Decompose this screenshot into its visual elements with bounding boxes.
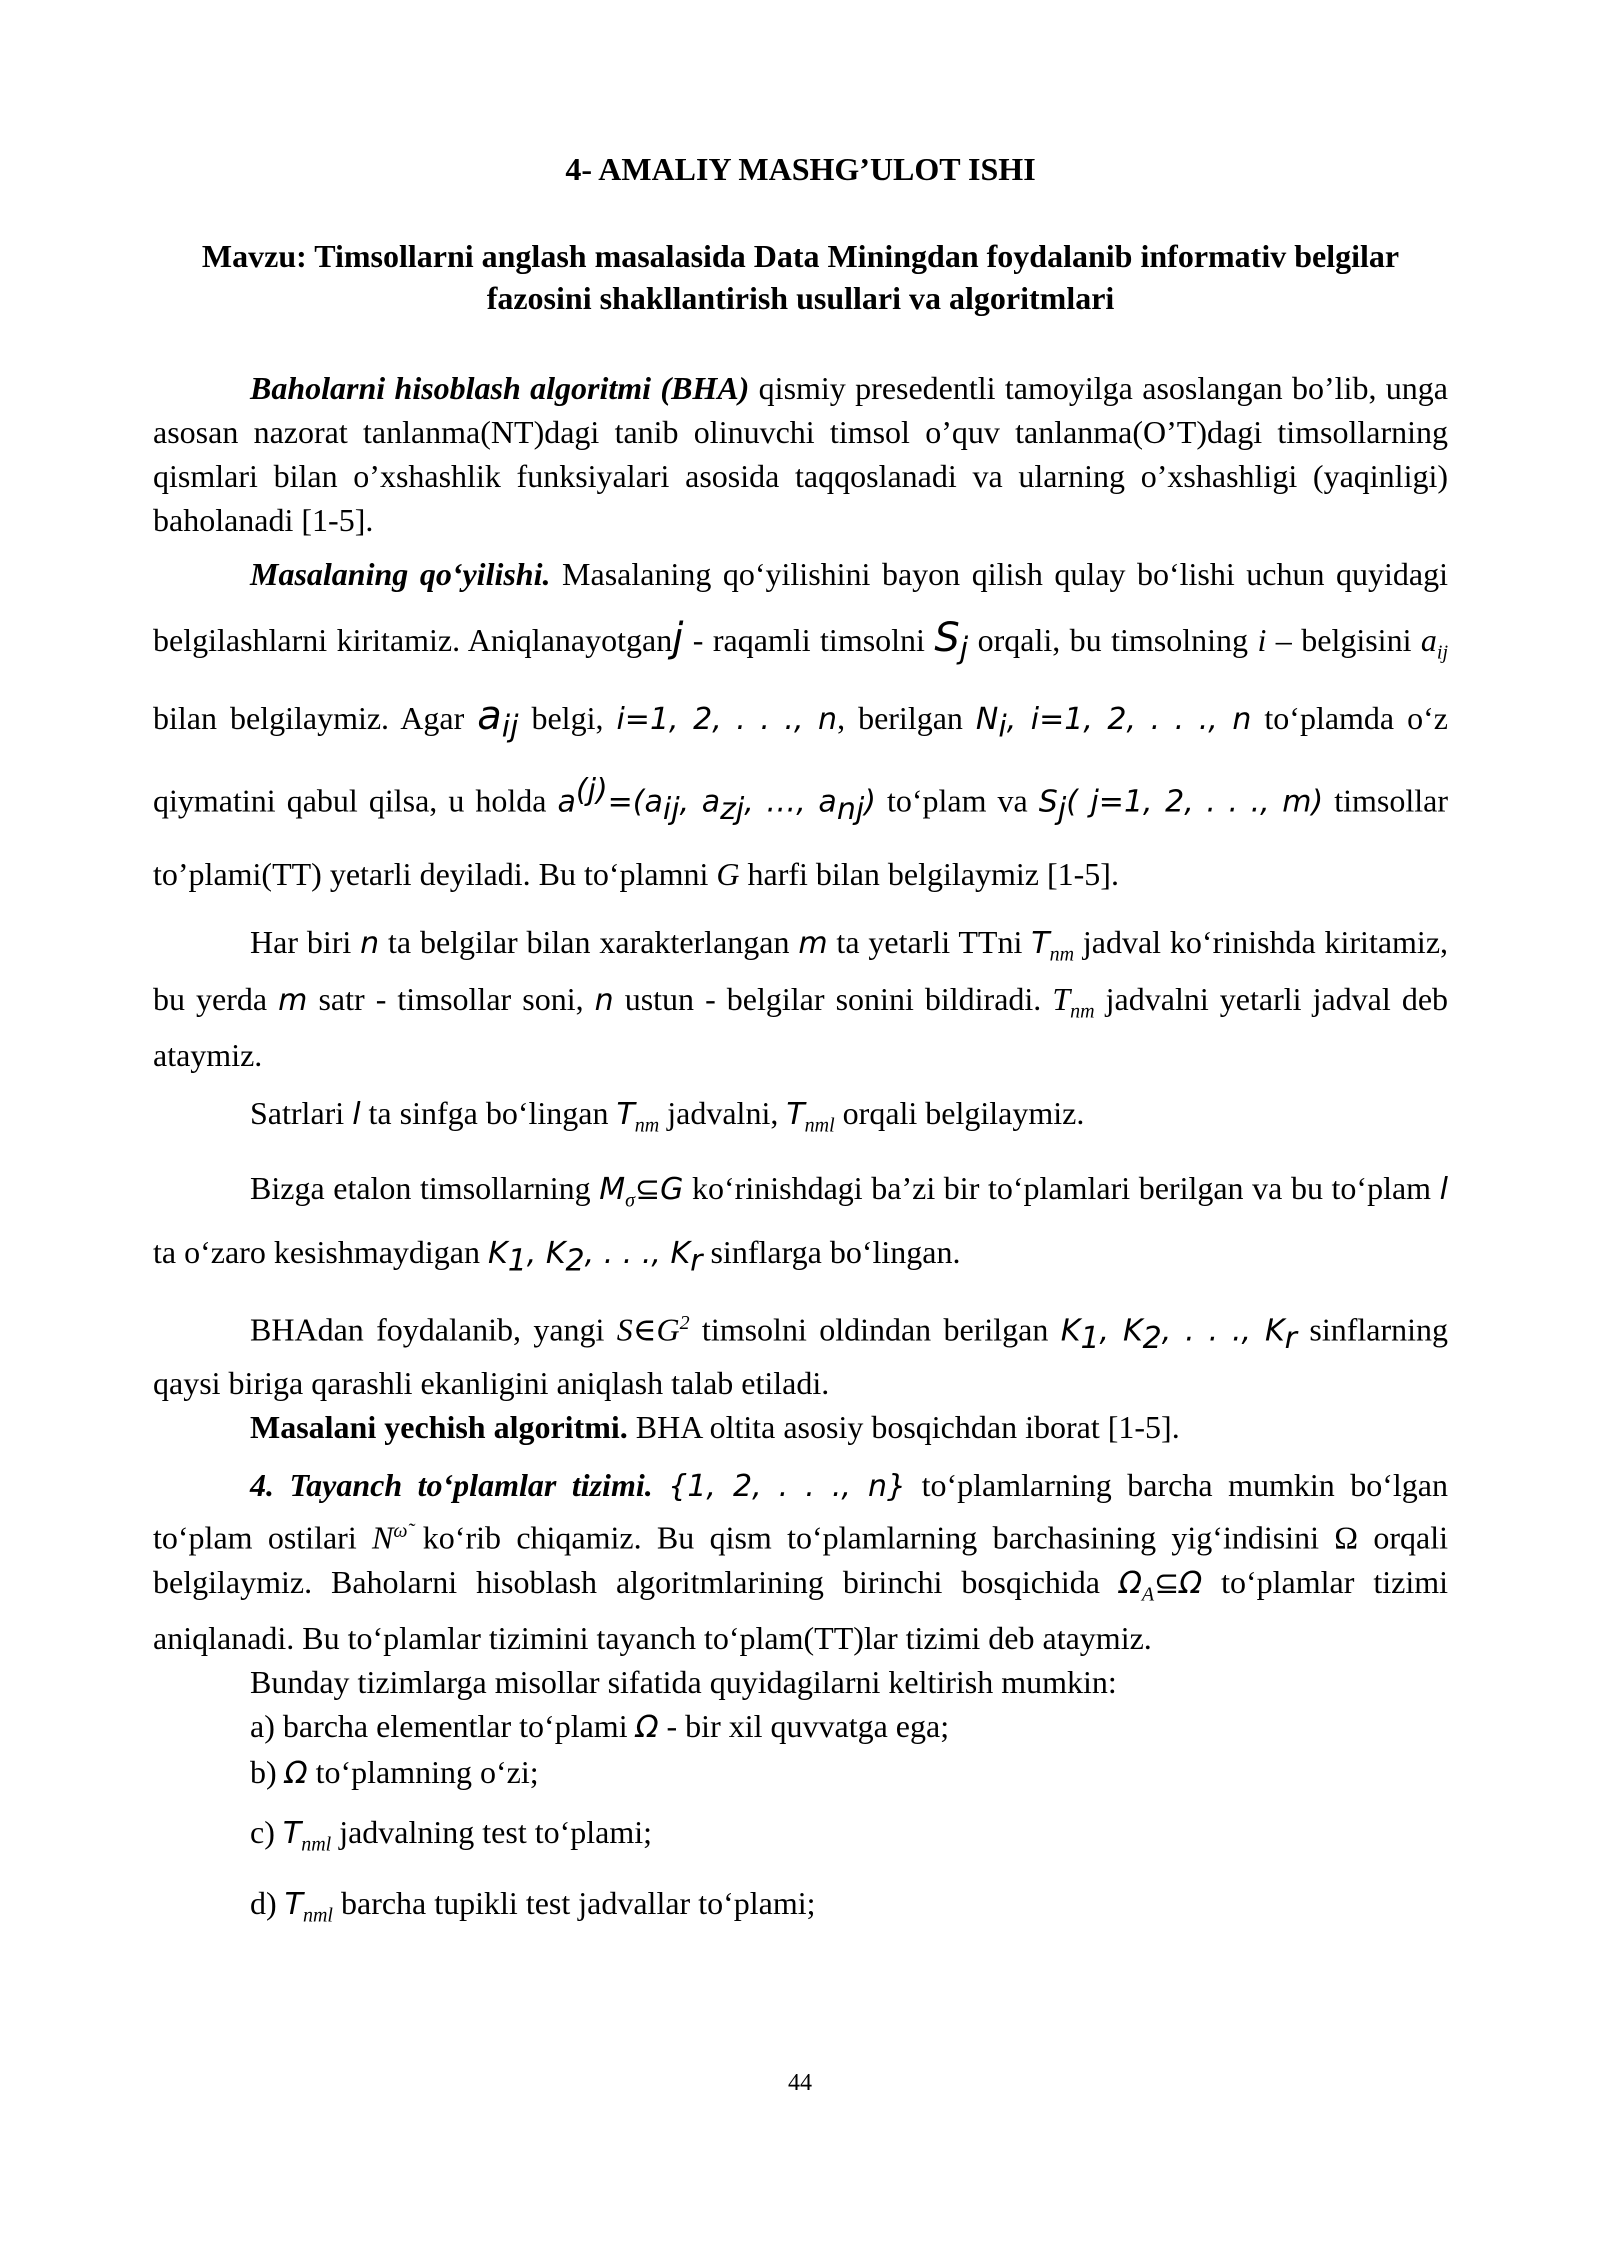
math-a-big: a (477, 692, 502, 739)
text-run: orqali belgilaymiz. Baholarni hisoblash algoritmlarining birinchi bosqichida (153, 1520, 1449, 1601)
math-K: K (488, 1235, 508, 1271)
list-item-c (153, 1810, 1448, 1866)
math-sub: 2 (565, 1243, 585, 1279)
math-j-range: ( j=1, 2, . . ., m) (1066, 785, 1324, 821)
text-run: ko‘rinishdagi ba’zi bir to‘plamlari berilgan va bu to‘plam (683, 1169, 1440, 1206)
text-run: orqali belgilaymiz. (834, 1095, 1085, 1132)
math-run: ⊆Ω (1154, 1566, 1203, 1602)
text-run: sinflarga bo‘lingan. (702, 1233, 961, 1270)
text-run: to‘plamda o‘z qiymatini qabul qilsa, u holda (153, 699, 1448, 820)
math-G: G (716, 856, 740, 893)
text-run: Har biri (250, 924, 361, 961)
text-run: orqali, bu timsolning (968, 621, 1258, 658)
math-K: , . . ., K (1161, 1314, 1285, 1350)
math-sub: zj (720, 792, 745, 828)
math-sub: 2 (1142, 1321, 1162, 1357)
math-a-vector-sup: (j) (575, 773, 608, 809)
text-run: , berilgan (837, 699, 976, 736)
bha-term: Baholarni hisoblash algoritmi (BHA) (250, 369, 750, 406)
math-sup: ω̃ (393, 1520, 408, 1543)
text-run: to‘plamning o‘zi; (307, 1754, 539, 1791)
math-N-sub: i (998, 709, 1007, 745)
math-a-sub: ij (1436, 640, 1449, 663)
list-item-b (153, 1750, 1448, 1796)
text-run: a) barcha elementlar to‘plami (250, 1708, 636, 1745)
text-run: b) (250, 1754, 285, 1791)
math-sup: 2 (679, 1312, 690, 1335)
math-n: n (594, 982, 614, 1018)
text-run: jadval ko‘rinishda kiritamiz, bu yerda (153, 924, 1449, 1017)
text-run: sinflarning qaysi biriga qarashli ekanligini aniqlash talab etiladi. (153, 1312, 1449, 1402)
math-K: K (1060, 1314, 1081, 1350)
list-item-d (153, 1881, 1448, 1937)
math-T: T (616, 1097, 635, 1133)
math-sub: nj (836, 792, 865, 828)
math-n: n (360, 926, 380, 962)
math-omega: Ω (635, 1710, 659, 1746)
text-run: – belgisini (1266, 621, 1421, 658)
text-run: - bir xil quvvatga ega; (658, 1708, 950, 1745)
math-l: l (352, 1097, 361, 1133)
math-K: , K (1099, 1314, 1143, 1350)
text-run: BHAdan foydalanib, yangi (250, 1312, 617, 1349)
paragraph-table-intro (153, 920, 1448, 1077)
text-run: to‘plam va (875, 783, 1039, 820)
text-run: BHA oltita asosiy bosqichdan iborat [1-5]. (627, 1409, 1180, 1446)
math-T: T (786, 1097, 805, 1133)
math-K: , K (526, 1235, 566, 1271)
algorithm-lead: Masalani yechish algoritmi. (250, 1409, 628, 1446)
math-T: T (1052, 980, 1071, 1017)
math-sub: A (1141, 1583, 1155, 1606)
text-run: d) (250, 1884, 285, 1921)
math-a: a (1420, 621, 1437, 658)
math-sub: nml (804, 1114, 835, 1137)
math-a-vector-rhs: =(a (607, 785, 663, 821)
paragraph-bha-definition (153, 366, 1448, 542)
math-run: , …, a (744, 785, 837, 821)
text-run: satr - timsollar soni, (307, 980, 595, 1017)
math-sub: nml (301, 1833, 332, 1856)
paragraph-classes (153, 1091, 1448, 1147)
math-omega-A: Ω (1118, 1566, 1142, 1602)
math-sub: 1 (1080, 1321, 1100, 1357)
math-sub: nm (634, 1114, 660, 1137)
text-run: Masalaning qo‘yilishini bayon qilish qulay bo‘lishi uchun quyidagi belgilashlarni kiritamiz. Aniqlanayotgan (153, 555, 1449, 658)
paragraph-support-sets (153, 1463, 1448, 1660)
topic-heading: Mavzu: Timsollarni anglash masalasida Data Miningdan foydalanib informativ belgilar fazosini shakllantirish usullari va algoritmlari (201, 238, 1400, 316)
math-set: {1, 2, . . ., n} (668, 1469, 907, 1505)
paragraph-algorithm (153, 1405, 1448, 1449)
text-run: belgi, (518, 699, 617, 736)
text-run: timsolni oldindan berilgan (689, 1312, 1061, 1349)
paragraph-examples-intro: Bunday tizimlarga misollar sifatida quyidagilarni keltirish mumkin: (250, 1664, 1117, 1701)
text-run: ta o‘zaro kesishmaydigan (153, 1233, 488, 1270)
text-run: to‘plamlarning barcha mumkin bo‘lgan to‘plam ostilari (153, 1467, 1449, 1557)
math-S-sub: j (959, 630, 969, 666)
math-sub: nml (302, 1904, 333, 1927)
text-run: ustun - belgilar sonini bildiradi. (613, 980, 1053, 1017)
math-a-vector: a (557, 785, 576, 821)
math-a-big-sub: ij (501, 709, 519, 745)
math-S-set: S (1038, 785, 1058, 821)
math-sub: r (1284, 1321, 1298, 1357)
text-run: Bizga etalon timsollarning (250, 1169, 600, 1206)
text-run: ko‘rib chiqamiz. Bu qism to‘plamlarning barchasining yig‘indisini (407, 1520, 1335, 1557)
math-m: m (278, 982, 308, 1018)
math-M: M (599, 1171, 626, 1207)
math-T: T (282, 1816, 302, 1852)
math-sub: σ (625, 1188, 636, 1211)
problem-lead: Masalaning qo‘yilishi. (250, 555, 551, 592)
support-sets-lead: 4. Tayanch to‘plamlar tizimi. (250, 1467, 653, 1504)
math-run: , a (679, 785, 721, 821)
math-j: j (672, 614, 684, 661)
math-omega: Ω (284, 1756, 308, 1792)
text-run: c) (250, 1814, 283, 1851)
math-N: N (975, 701, 999, 737)
text-run: Satrlari (250, 1095, 353, 1132)
math-sub: ij (662, 792, 680, 828)
math-K: , . . ., K (584, 1235, 691, 1271)
document-page (153, 150, 1448, 1937)
math-S: S (934, 614, 960, 661)
math-sub: 1 (507, 1243, 527, 1279)
text-run: bilan belgilaymiz. Agar (153, 699, 478, 736)
math-T: T (1031, 926, 1050, 962)
math-i: i (1257, 621, 1267, 658)
math-l: l (1439, 1171, 1448, 1207)
paragraph-etalon (153, 1162, 1448, 1288)
math-S-in-G: S∈G (616, 1312, 680, 1349)
bha-text: qismiy presedentli tamoyilga asoslangan bo’lib, unga asosan nazorat tanlanma(NT)dagi tanib olinuvchi timsol o’quv tanlanma(O’T)dagi timsollarning qismlari bilan o’xshashlik funksiyalari asosida taqqoslanadi va ularning o’xshashligi (yaqinligi) baholanadi [1-5]. (153, 369, 1449, 538)
page-title: 4- AMALIY MASHG’ULOT ISHI (565, 151, 1036, 187)
text-run: barcha tupikli test jadvallar to‘plami; (332, 1884, 816, 1921)
text-run: jadvalni yetarli jadval deb ataymiz. (153, 980, 1449, 1074)
math-N-range: , i=1, 2, . . ., n (1006, 701, 1252, 737)
paragraph-problem-statement (153, 542, 1448, 907)
text-run: ta belgilar bilan xarakterlangan (379, 924, 799, 961)
math-T: T (284, 1886, 303, 1922)
math-sub: nm (1070, 1000, 1095, 1023)
text-run: jadvalning test to‘plami; (331, 1814, 653, 1851)
text-run: to‘plamlar tizimi aniqlanadi. Bu to‘plamlar tizimini tayanch to‘plam(TT)lar tizimi deb ataymiz. (153, 1564, 1449, 1657)
math-m: m (798, 926, 828, 962)
text-run: ta sinfga bo‘lingan (360, 1095, 617, 1132)
text-run: - raqamli timsolni (683, 621, 935, 658)
math-omega: Ω (1334, 1520, 1359, 1557)
text-run: harfi bilan belgilaymiz [1-5]. (739, 856, 1119, 893)
list-item-a (153, 1704, 1448, 1750)
math-i-range: i=1, 2, . . ., n (616, 701, 838, 737)
paragraph-new-object (153, 1301, 1448, 1405)
math-sub: nm (1049, 943, 1075, 966)
text-run: jadvalni, (659, 1095, 787, 1132)
text-run: ta yetarli TTni (827, 924, 1032, 961)
math-run: ) (864, 785, 876, 821)
math-N-omega: N (372, 1520, 394, 1557)
math-run: ⊆G (635, 1171, 684, 1207)
page-number: 44 (788, 2070, 812, 2096)
math-sub: j (1057, 792, 1067, 828)
math-sub: r (690, 1243, 703, 1279)
text-run: timsollar to’plami(TT) yetarli deyiladi. Bu to‘plamni (153, 783, 1449, 893)
